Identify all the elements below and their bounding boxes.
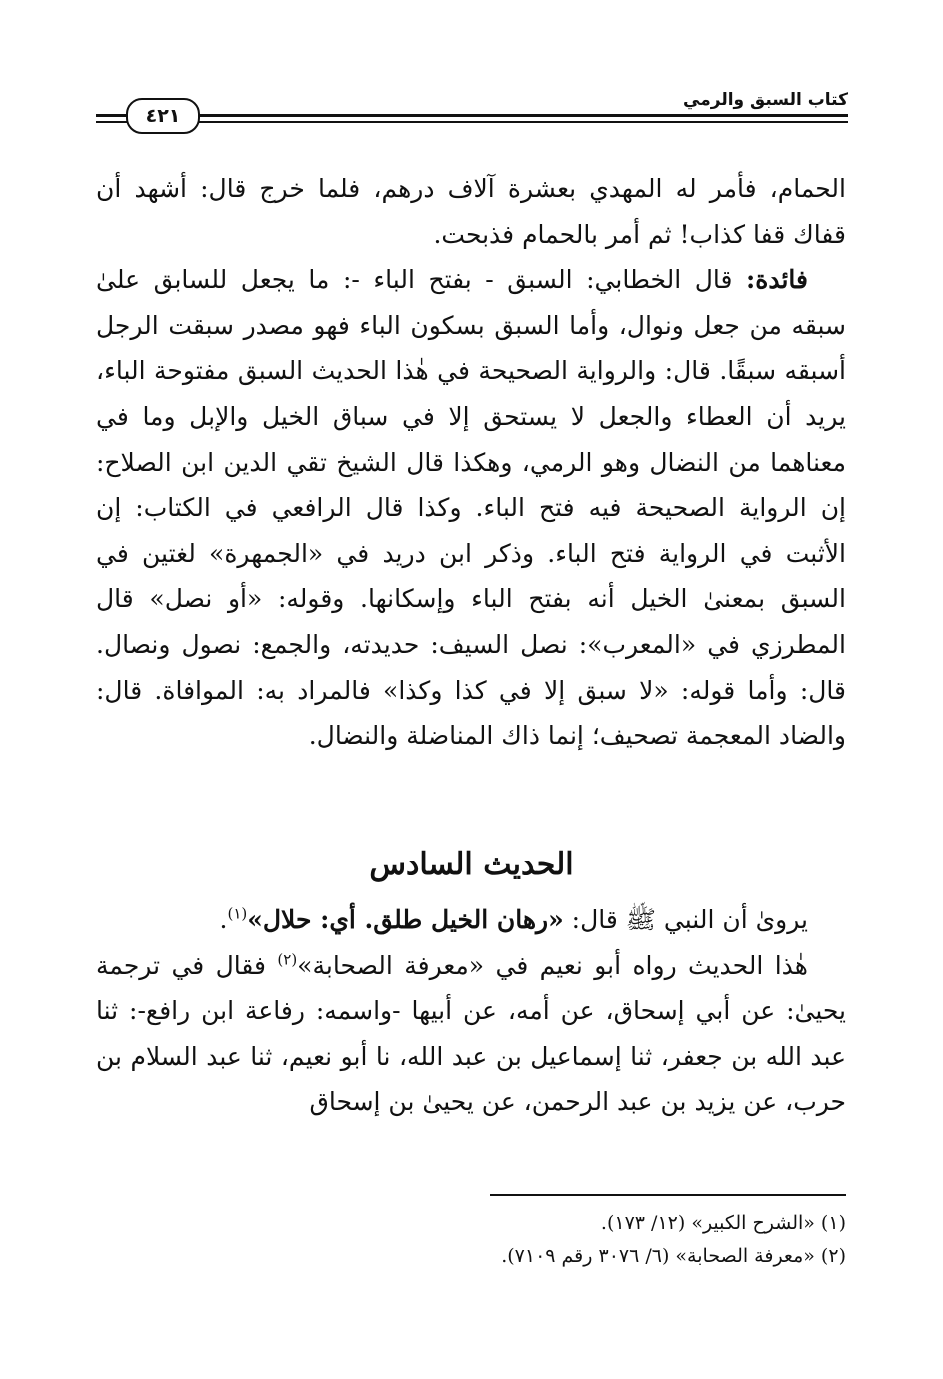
footnote-1: (١) «الشرح الكبير» (١٢/ ١٧٣). (600, 1212, 846, 1234)
header-rule-top (96, 114, 848, 117)
commentary-rest: فقال في ترجمة يحيىٰ: عن أبي إسحاق، عن أمه، عن أبيها -واسمه: رفاعة ابن رافع-: ثنا عبد الله بن جعفر، ثنا إسماعيل بن عبد الله، نا أبو نعيم، ثنا عبد السلام بن حرب، عن يزيد بن عبد الرحمن، عن يحيىٰ بن إسحاق (96, 950, 846, 1117)
page-number: ٤٢١ (126, 98, 200, 134)
footnote-separator (490, 1194, 846, 1196)
main-text-block (96, 166, 846, 759)
commentary-paragraph (96, 943, 846, 1125)
paragraph-2 (96, 257, 846, 759)
header-rule-bottom (96, 121, 848, 123)
running-title: كتاب السبق والرمي (673, 88, 848, 112)
footnote-2: (٢) «معرفة الصحابة» (٦/ ٣٠٧٦ رقم ٧١٠٩). (501, 1245, 846, 1267)
section-text-block (96, 897, 846, 1125)
page-header (96, 88, 848, 140)
footnote-ref-2: (٢) (277, 950, 298, 969)
footnotes (96, 1207, 846, 1273)
note-text: قال الخطابي: السبق - بفتح الباء -: ما يجعل للسابق علىٰ سبقه من جعل ونوال، وأما السبق بسكون الباء فهو مصدر سبقت الرجل أسبقه سبقًا. قال: والرواية الصحيحة في هٰذا الحديث السبق مفتوحة الباء، يريد أن العطاء والجعل لا يستحق إلا في سباق الخيل والإبل وما في معناهما من النضال وهو الرمي، وهكذا قال الشيخ تقي الدين ابن الصلاح: إن الرواية الصحيحة فيه فتح الباء. وكذا قال الرافعي في الكتاب: إن الأثبت في الرواية فتح الباء. وذكر ابن دريد في «الجمهرة» لغتين في السبق بمعنىٰ الخيل أنه بفتح الباء وإسكانها. وقوله: «أو نصل» قال المطرزي في «المعرب»: نصل السيف: حديدته، والجمع: نصول ونصال. قال: وأما قوله: «لا سبق إلا في كذا وكذا» فالمراد به: الموافاة. قال: والضاد المعجمة تصحيف؛ إنما ذاك المناضلة والنضال. (96, 265, 846, 751)
note-label: فائدة: (746, 265, 808, 295)
paragraph-1: الحمام، فأمر له المهدي بعشرة آلاف درهم، فلما خرج قال: أشهد أن قفاك قفا كذاب! ثم أمر بالحمام فذبحت. (96, 174, 846, 249)
commentary-start: هٰذا الحديث رواه أبو نعيم في «معرفة الصحابة» (297, 950, 808, 980)
hadith-intro: يروىٰ أن النبي ﷺ قال: (563, 905, 808, 934)
hadith-paragraph (96, 897, 846, 943)
hadith-text: «رهان الخيل طلق. أي: حلال» (247, 905, 564, 934)
hadith-end: . (219, 905, 228, 934)
section-heading: الحديث السادس (369, 847, 574, 882)
footnote-ref-1: (١) (227, 904, 248, 923)
